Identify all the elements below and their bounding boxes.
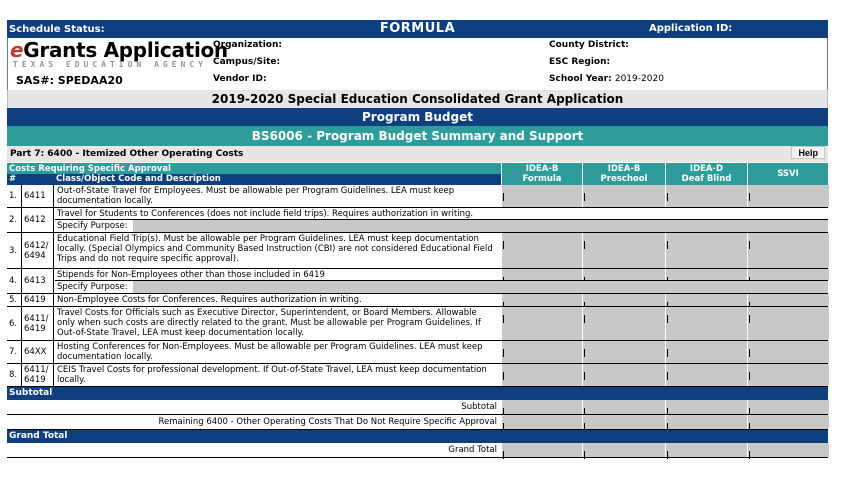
amount-input-idea-b-preschool[interactable] <box>582 307 666 340</box>
table-header-left <box>7 163 501 185</box>
purpose-row <box>55 280 828 293</box>
amount-input-ssvi[interactable] <box>747 341 829 363</box>
col-header-idea-b-preschool: IDEA-B Preschool <box>582 163 665 185</box>
row-code: 6419 <box>22 294 54 306</box>
schedule-title: BS6006 - Program Budget Summary and Support <box>7 126 828 146</box>
subtotal-ssvi <box>747 400 829 414</box>
row-description: Educational Field Trip(s). Must be allowable per Program Guidelines. LEA must keep documentation locally. (Special Olympics and Community Based Instruction (CBI) are not considered Educational Field Trips and do not require specific approval). <box>57 234 493 264</box>
application-id-label: Application ID: <box>649 23 733 34</box>
section-title: Program Budget <box>7 108 828 126</box>
sas-number: SAS#: SPEDAA20 <box>16 74 123 87</box>
row-number: 5. <box>7 294 22 306</box>
remaining-row <box>7 415 828 430</box>
help-button[interactable]: Help <box>791 146 825 159</box>
row-description: Hosting Conferences for Non-Employees. Must be allowable per Program Guidelines. LEA must keep documentation locally. <box>57 342 483 362</box>
grand-total-label: Grand Total <box>448 445 497 455</box>
table-row <box>7 208 828 233</box>
purpose-row <box>55 219 828 232</box>
row-number: 7. <box>7 341 22 363</box>
row-description: Out-of-State Travel for Employees. Must be allowable per Program Guidelines. LEA must keep documentation locally. <box>57 186 455 206</box>
row-description: Travel Costs for Officials such as Executive Director, Superintendent, or Board Members. Allowable only when such costs are directly related to the grant. Must be allowable per Program Guidelines. If Out-of-State Travel, LEA must keep documentation locally. <box>57 308 481 338</box>
remaining-input-idea-d-deaf-blind[interactable] <box>665 415 748 429</box>
row-code: 6411/ 6419 <box>22 364 54 386</box>
subtotal-idea-b-preschool <box>582 400 666 414</box>
table-row <box>7 341 828 364</box>
amount-input-ssvi[interactable] <box>747 364 829 386</box>
amount-input-ssvi[interactable] <box>747 269 829 280</box>
amount-input-idea-b-formula[interactable] <box>501 185 583 207</box>
row-code: 6413 <box>22 269 54 293</box>
subtotal-band: Subtotal <box>7 387 828 400</box>
table-row <box>7 233 828 269</box>
subtotal-idea-d-deaf-blind <box>665 400 748 414</box>
purpose-input[interactable] <box>133 281 828 293</box>
county-district-label: County District: <box>549 40 629 50</box>
amount-input-idea-d-deaf-blind[interactable] <box>665 307 748 340</box>
campus-label: Campus/Site: <box>213 57 281 67</box>
amount-input-ssvi[interactable] <box>747 294 829 306</box>
table-row <box>7 185 828 208</box>
row-code: 6412 <box>22 208 54 232</box>
row-number: 3. <box>7 233 22 268</box>
group-header: Costs Requiring Specific Approval <box>9 164 171 174</box>
subtotal-label: Subtotal <box>461 402 497 412</box>
egrants-logo: eGrants Application <box>10 38 228 62</box>
vendor-label: Vendor ID: <box>213 74 267 84</box>
row-code: 6412/ 6494 <box>22 233 54 268</box>
table-row <box>7 294 828 307</box>
grand-total-ssvi <box>747 443 829 457</box>
purpose-input[interactable] <box>133 220 828 232</box>
school-year: School Year: 2019-2020 <box>549 74 664 84</box>
remaining-input-ssvi[interactable] <box>747 415 829 429</box>
row-number: 6. <box>7 307 22 340</box>
esc-region-label: ESC Region: <box>549 57 611 67</box>
schedule-status-label: Schedule Status: <box>9 24 105 35</box>
amount-input-ssvi[interactable] <box>747 307 829 340</box>
grand-total-idea-b-preschool <box>582 443 666 457</box>
amount-input-idea-b-preschool[interactable] <box>582 341 666 363</box>
status-bar <box>7 20 828 38</box>
amount-input-idea-b-preschool[interactable] <box>582 294 666 306</box>
amount-input-idea-b-formula[interactable] <box>501 233 583 268</box>
subtotal-row <box>7 400 828 415</box>
row-code: 64XX <box>22 341 54 363</box>
desc-header: Class/Object Code and Description <box>56 174 221 184</box>
row-description: Non-Employee Costs for Conferences. Requires authorization in writing. <box>57 295 362 305</box>
part-header <box>7 146 828 163</box>
col-header-idea-d-deaf-blind: IDEA-D Deaf Blind <box>665 163 747 185</box>
amount-input-idea-d-deaf-blind[interactable] <box>665 269 748 280</box>
page <box>7 20 828 455</box>
remaining-input-idea-b-formula[interactable] <box>501 415 583 429</box>
amount-input-idea-b-formula[interactable] <box>501 269 583 280</box>
tea-logo-subtitle: TEXAS EDUCATION AGENCY <box>13 60 207 69</box>
row-description: Travel for Students to Conferences (does not include field trips). Requires authorization in writing. <box>57 209 474 219</box>
amount-input-ssvi[interactable] <box>747 185 829 207</box>
amount-input-idea-d-deaf-blind[interactable] <box>665 185 748 207</box>
col-header-idea-b-formula: IDEA-B Formula <box>501 163 582 185</box>
row-number: 1. <box>7 185 22 207</box>
grand-total-idea-b-formula <box>501 443 583 457</box>
row-code: 6411/ 6419 <box>22 307 54 340</box>
row-number: 2. <box>7 208 22 232</box>
amount-input-idea-b-formula[interactable] <box>501 341 583 363</box>
table-row <box>7 269 828 294</box>
remaining-input-idea-b-preschool[interactable] <box>582 415 666 429</box>
col-header-ssvi: SSVI <box>747 163 828 185</box>
organization-label: Organization: <box>213 40 282 50</box>
application-title: 2019-2020 Special Education Consolidated Grant Application <box>7 90 828 108</box>
table-row <box>7 364 828 387</box>
amount-input-idea-b-preschool[interactable] <box>582 364 666 386</box>
subtotal-idea-b-formula <box>501 400 583 414</box>
remaining-label: Remaining 6400 - Other Operating Costs That Do Not Require Specific Approval <box>158 417 497 427</box>
row-description: CEIS Travel Costs for professional development. If Out-of-State Travel, LEA must keep documentation locally. <box>57 365 487 385</box>
table-row <box>7 307 828 341</box>
purpose-label: Specify Purpose: <box>57 220 134 232</box>
amount-input-idea-b-formula[interactable] <box>501 294 583 306</box>
purpose-label: Specify Purpose: <box>57 281 134 293</box>
grand-total-row <box>7 443 828 458</box>
amount-input-idea-b-formula[interactable] <box>501 364 583 386</box>
amount-input-idea-b-preschool[interactable] <box>582 233 666 268</box>
info-panel <box>7 38 828 90</box>
form-title: FORMULA <box>379 21 456 36</box>
amount-input-idea-d-deaf-blind[interactable] <box>665 294 748 306</box>
amount-input-idea-b-preschool[interactable] <box>582 185 666 207</box>
amount-input-idea-d-deaf-blind[interactable] <box>665 233 748 268</box>
row-description: Stipends for Non-Employees other than those included in 6419 <box>57 270 325 280</box>
row-number: 8. <box>7 364 22 386</box>
num-header: # <box>9 174 17 184</box>
grand-total-band: Grand Total <box>7 430 828 443</box>
amount-input-idea-d-deaf-blind[interactable] <box>665 341 748 363</box>
grand-total-idea-d-deaf-blind <box>665 443 748 457</box>
amount-input-idea-d-deaf-blind[interactable] <box>665 364 748 386</box>
amount-input-idea-b-preschool[interactable] <box>582 269 666 280</box>
row-number: 4. <box>7 269 22 293</box>
row-code: 6411 <box>22 185 54 207</box>
amount-input-ssvi[interactable] <box>747 233 829 268</box>
part-title: Part 7: 6400 - Itemized Other Operating Costs <box>10 149 244 159</box>
amount-input-idea-b-formula[interactable] <box>501 307 583 340</box>
